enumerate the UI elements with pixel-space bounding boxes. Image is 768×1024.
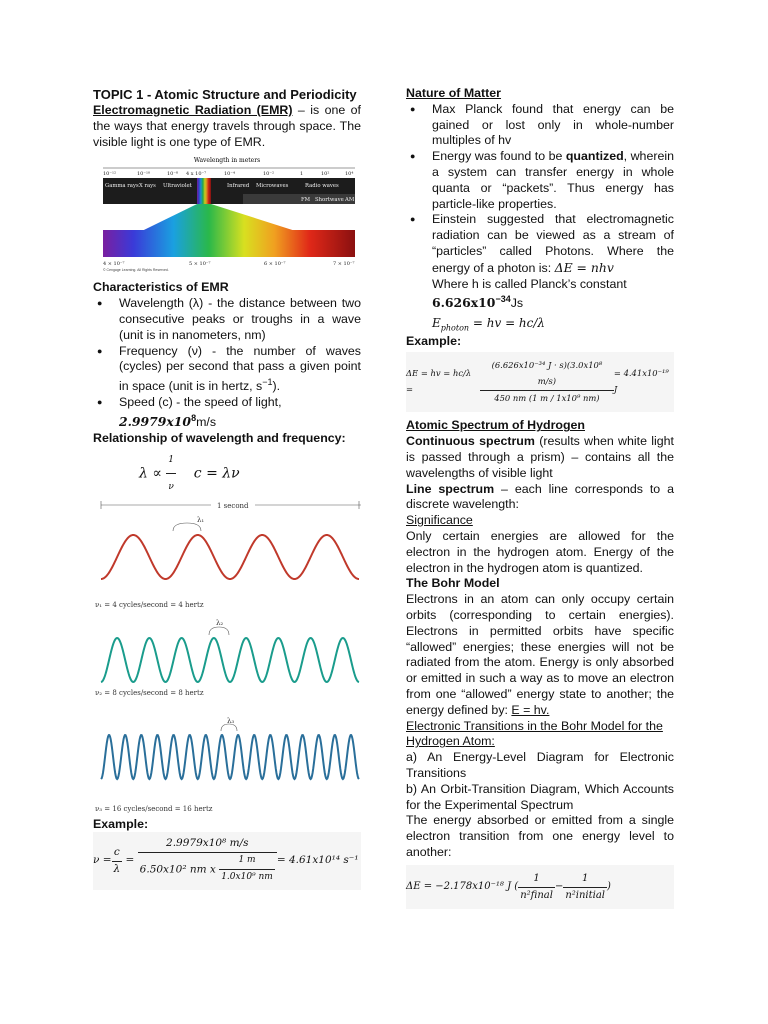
continuous-text: (results when white light is passed through a prism) – contains all the wavelengths of visible light	[406, 434, 674, 480]
nature-list	[406, 102, 674, 334]
bottom-tick-3: 7 × 10⁻⁷	[333, 261, 355, 268]
top-tick-5: 10⁻²	[263, 171, 275, 178]
planck-line	[432, 277, 674, 293]
spectrum-copyright: © Cengage Learning. All Rights Reserved.	[103, 268, 169, 273]
left-eq-c: c	[112, 845, 123, 862]
right-eq-lhs: ΔE = hv = hc/λ =	[406, 368, 472, 395]
final-eq-lhs: ΔE = −2.178x10⁻¹⁸ J (	[406, 881, 519, 893]
frequency-text: Frequency (ν) - the number of waves (cycles) per second that pass a given point in space (unit is in hertz, s	[119, 343, 361, 394]
line-text: – each line corresponds to a discrete wavelength:	[406, 481, 674, 512]
atomic-heading: Atomic Spectrum of Hydrogen	[406, 418, 585, 433]
radio-fm: FM	[301, 197, 311, 204]
continuous-label: Continuous spectrum	[406, 434, 535, 449]
wave1-lambda: λ₁	[197, 515, 205, 524]
planck-unit: Js	[510, 296, 524, 311]
transition-text: The energy absorbed or emitted from a single electron transition from one energy level to another:	[406, 813, 674, 859]
nature-heading: Nature of Matter	[406, 86, 502, 100]
left-eq-den1: 6.50x10² nm x	[139, 863, 216, 876]
bohr-text: Electrons in an atom can only occupy certain orbits (corresponding to certain energies). Electrons in permitted orbits have specific “allowed” energies; these energies will not be radiated from the atom. Energy is only absorbed or emitted in such a way as to move an electron from one “allowed” energy state to another; the energy defined by:	[406, 592, 674, 717]
frequency-end: ).	[272, 379, 281, 394]
right-column	[406, 86, 674, 909]
wave3-curve	[101, 735, 359, 779]
left-eq-lambda: λ	[113, 862, 121, 875]
char-heading: Characteristics of EMR	[93, 280, 229, 295]
top-tick-1: 10⁻¹⁰	[137, 171, 151, 178]
top-tick-6: 1	[300, 171, 304, 178]
right-eq-den: 450 nm (1 m / 1x10⁹ nm)	[494, 392, 600, 403]
char-item-frequency	[93, 344, 361, 396]
bohr-eq: E = hv.	[511, 702, 550, 717]
right-eq-result: = 4.41x10⁻¹⁹ J	[613, 368, 669, 395]
relationship-heading: Relationship of wavelength and frequency:	[93, 430, 346, 445]
char-item-wavelength: ● Wavelength (λ) - the distance between two consecutive peaks or troughs in a wave (unit is in nanometers, nm)	[93, 296, 361, 343]
bottom-tick-2: 6 × 10⁻⁷	[264, 261, 286, 268]
left-eq-lhs: ν =	[93, 854, 112, 867]
transition-a: a) An Energy-Level Diagram for Electronic Transitions	[406, 750, 674, 780]
ephoton-e: E	[432, 316, 441, 331]
spectrum-title: Wavelength in meters	[193, 157, 261, 165]
final-eq-t1-den: n²final	[520, 889, 553, 901]
nature-item-planck: ● Max Planck found that energy can be gained or lost only in whole-number multiples of hv	[406, 102, 674, 149]
significance-heading: Significance	[406, 513, 473, 528]
speed-text: Speed (c) - the speed of light,	[119, 395, 282, 410]
right-example-label: Example:	[406, 334, 462, 349]
left-eq-den-frac-num: 1 m	[219, 853, 275, 870]
ephoton-sub: photon	[440, 323, 470, 333]
final-eq-t2-den: n²initial	[565, 889, 605, 901]
emr-text: – is one of the ways that energy travels through space. The visible light is one type of EMR.	[93, 103, 361, 149]
left-eq-result: = 4.61x10¹⁴ s⁻¹	[276, 854, 359, 867]
left-example-label: Example:	[93, 816, 149, 831]
wave3-caption: ν₃ = 16 cycles/second = 16 hertz	[95, 804, 213, 813]
transition-b: b) An Orbit-Transition Diagram, Which Accounts for the Experimental Spectrum	[406, 781, 674, 812]
top-tick-0: 10⁻¹²	[103, 171, 117, 178]
line-paragraph	[406, 482, 674, 514]
radio-shortwave: Shortwave	[315, 197, 344, 204]
transitions-heading: Electronic Transitions in the Bohr Model for the Hydrogen Atom:	[406, 718, 663, 749]
top-tick-2: 10⁻⁸	[167, 171, 179, 178]
planck-value: 6.626x10	[432, 295, 496, 311]
bottom-tick-1: 5 × 10⁻⁷	[189, 261, 211, 268]
top-tick-7: 10²	[321, 171, 330, 178]
continuous-paragraph	[406, 434, 674, 481]
right-example-equation	[406, 352, 674, 412]
one-second-label: 1 second	[217, 501, 249, 510]
planck-value-line	[432, 292, 674, 312]
band-ir: Infrared	[227, 183, 250, 190]
speed-unit: m/s	[196, 415, 217, 430]
em-spectrum-figure	[93, 154, 361, 276]
nature-item-einstein	[406, 212, 674, 334]
ephoton-line	[432, 312, 674, 334]
ephoton-rhs: = hv = hc/λ	[472, 316, 546, 331]
left-example-equation: ν = $\frac{c}{\lambda}$ = 2.9979x10⁸ m/s 6.50x10² nm x $\frac{1 m}{\text{1.0x10⁹ nm}}$ = 4.61x10¹⁴ s⁻¹	[93, 832, 361, 889]
einstein-text: Einstein suggested that electromagnetic radiation can be viewed as a stream of “particles” called Photons. Where the energy of a photon is:	[432, 212, 674, 275]
band-micro: Microwaves	[256, 183, 289, 190]
final-eq-close: )	[607, 881, 611, 893]
relation-eq-text: c = λν	[193, 465, 240, 482]
bohr-heading: The Bohr Model	[406, 576, 500, 591]
top-tick-3: 4 x 10⁻⁷	[186, 171, 207, 178]
top-tick-4: 10⁻⁴	[224, 171, 236, 178]
wave1-curve	[101, 535, 359, 579]
planck-exp: −34	[495, 294, 511, 305]
bohr-paragraph	[406, 592, 674, 718]
band-uv: Ultraviolet	[163, 183, 192, 190]
waves-figure	[93, 495, 361, 813]
wave3-lambda: λ₃	[227, 716, 235, 725]
wave2-lambda: λ₂	[216, 618, 224, 627]
speed-exp: 8	[191, 412, 197, 423]
topic-title: TOPIC 1 - Atomic Structure and Periodicity	[93, 87, 357, 102]
left-eq-den-frac-den: 1.0x10⁹ nm	[221, 872, 273, 882]
band-gamma: Gamma rays	[105, 183, 139, 190]
wave2-caption: ν₂ = 8 cycles/second = 8 hertz	[95, 688, 204, 697]
frequency-sup: −1	[262, 377, 273, 388]
radio-am: AM	[345, 197, 355, 204]
quantized-word: quantized	[565, 149, 624, 164]
line-label: Line spectrum	[406, 481, 495, 496]
final-eq-t2-num: 1	[563, 871, 607, 888]
significance-text: Only certain energies are allowed for the electron in the hydrogen atom. Energy of the electron in the hydrogen atom is quantized.	[406, 529, 674, 575]
left-column	[93, 86, 361, 890]
wave1-caption: ν₁ = 4 cycles/second = 4 hertz	[95, 600, 204, 609]
char-item-speed	[93, 395, 361, 431]
relation-equation: λ ∝ $\frac{1}{\nu}$ c = λν	[93, 447, 361, 473]
quantized-rest: , wherein a system can transfer energy in whole quanta or “packets”. Thus energy has particle-like properties.	[432, 149, 674, 211]
final-eq-t1-num: 1	[518, 871, 555, 888]
char-list	[93, 296, 361, 431]
left-eq-num: 2.9979x10⁸ m/s	[138, 836, 277, 853]
nature-item-quantized	[406, 149, 674, 212]
bottom-tick-0: 4 × 10⁻⁷	[103, 261, 125, 268]
final-eq-minus: −	[554, 881, 564, 893]
photon-equation: ΔE = nhv	[554, 259, 614, 275]
band-radio: Radio waves	[305, 183, 339, 190]
wave2-curve	[101, 638, 359, 682]
emr-heading: Electromagnetic Radiation (EMR)	[93, 103, 293, 117]
band-xrays: X rays	[139, 183, 156, 190]
final-equation	[406, 865, 674, 910]
quantized-lead: Energy was found to be	[432, 149, 566, 164]
right-eq-num: (6.626x10⁻³⁴ J · s)(3.0x10⁸ m/s)	[480, 358, 614, 391]
speed-value: 2.9979x10	[119, 414, 192, 430]
planck-text: Where h is called Planck’s constant	[432, 276, 627, 291]
emr-paragraph	[93, 103, 361, 150]
top-tick-8: 10⁴	[345, 171, 354, 178]
